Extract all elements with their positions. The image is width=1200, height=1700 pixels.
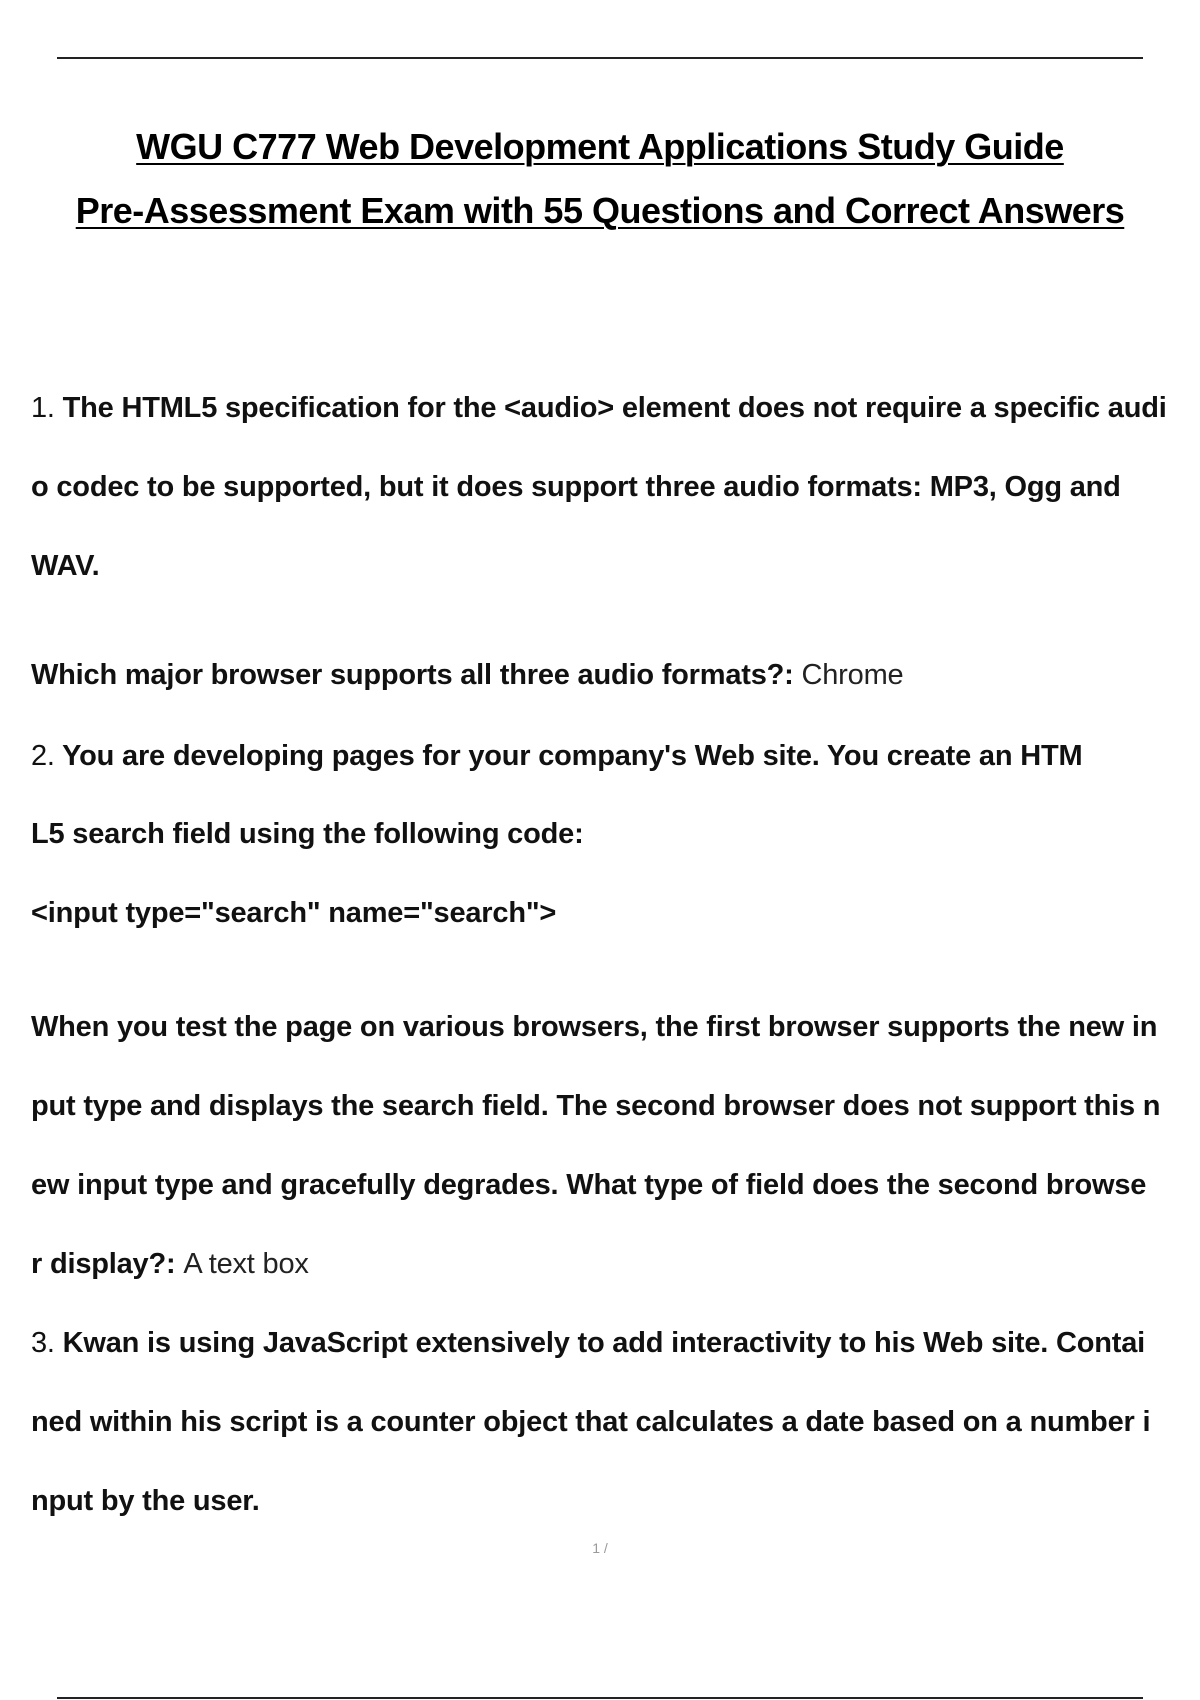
q3-line-3: nput by the user.: [31, 1485, 260, 1517]
q1-line-2: o codec to be supported, but it does support three audio formats: MP3, Ogg and: [31, 471, 1121, 503]
q1-question-text: Which major browser supports all three audio formats?:: [31, 659, 794, 691]
q1-question: [31, 659, 903, 692]
q2-line-3: When you test the page on various browsers, the first browser supports the new in: [31, 1011, 1158, 1043]
q2-line-1: [31, 740, 1082, 773]
q1-answer: Chrome: [801, 659, 904, 691]
document-title-line-2: Pre-Assessment Exam with 55 Questions and Correct Answers: [75, 190, 1125, 231]
q3-text-1: Kwan is using JavaScript extensively to add interactivity to his Web site. Contai: [62, 1327, 1146, 1359]
q1-line-3: WAV.: [31, 550, 100, 582]
q2-line-5: ew input type and gracefully degrades. What type of field does the second browse: [31, 1169, 1147, 1201]
document-title-line-1: WGU C777 Web Development Applications Study Guide: [136, 126, 1064, 167]
q2-text-1: You are developing pages for your company's Web site. You create an HTM: [62, 740, 1083, 772]
q2-number: 2.: [31, 740, 55, 772]
q3-line-1: [31, 1327, 1145, 1360]
q2-line-6: [31, 1248, 309, 1281]
q2-question-text: r display?:: [31, 1248, 176, 1280]
q2-code: <input type="search" name="search">: [31, 897, 557, 929]
top-rule: [57, 57, 1143, 59]
q1-number: 1.: [31, 392, 55, 424]
q2-line-2: L5 search field using the following code:: [31, 818, 584, 850]
q3-number: 3.: [31, 1327, 55, 1359]
q2-line-4: put type and displays the search field. The second browser does not support this n: [31, 1090, 1161, 1122]
page-number: 1 /: [592, 1540, 608, 1556]
q3-line-2: ned within his script is a counter object that calculates a date based on a number i: [31, 1406, 1151, 1438]
q1-text-1: The HTML5 specification for the <audio> element does not require a specific audi: [62, 392, 1167, 424]
q2-answer: A text box: [183, 1248, 309, 1280]
bottom-rule: [57, 1697, 1143, 1699]
q1-line-1: [31, 392, 1167, 425]
